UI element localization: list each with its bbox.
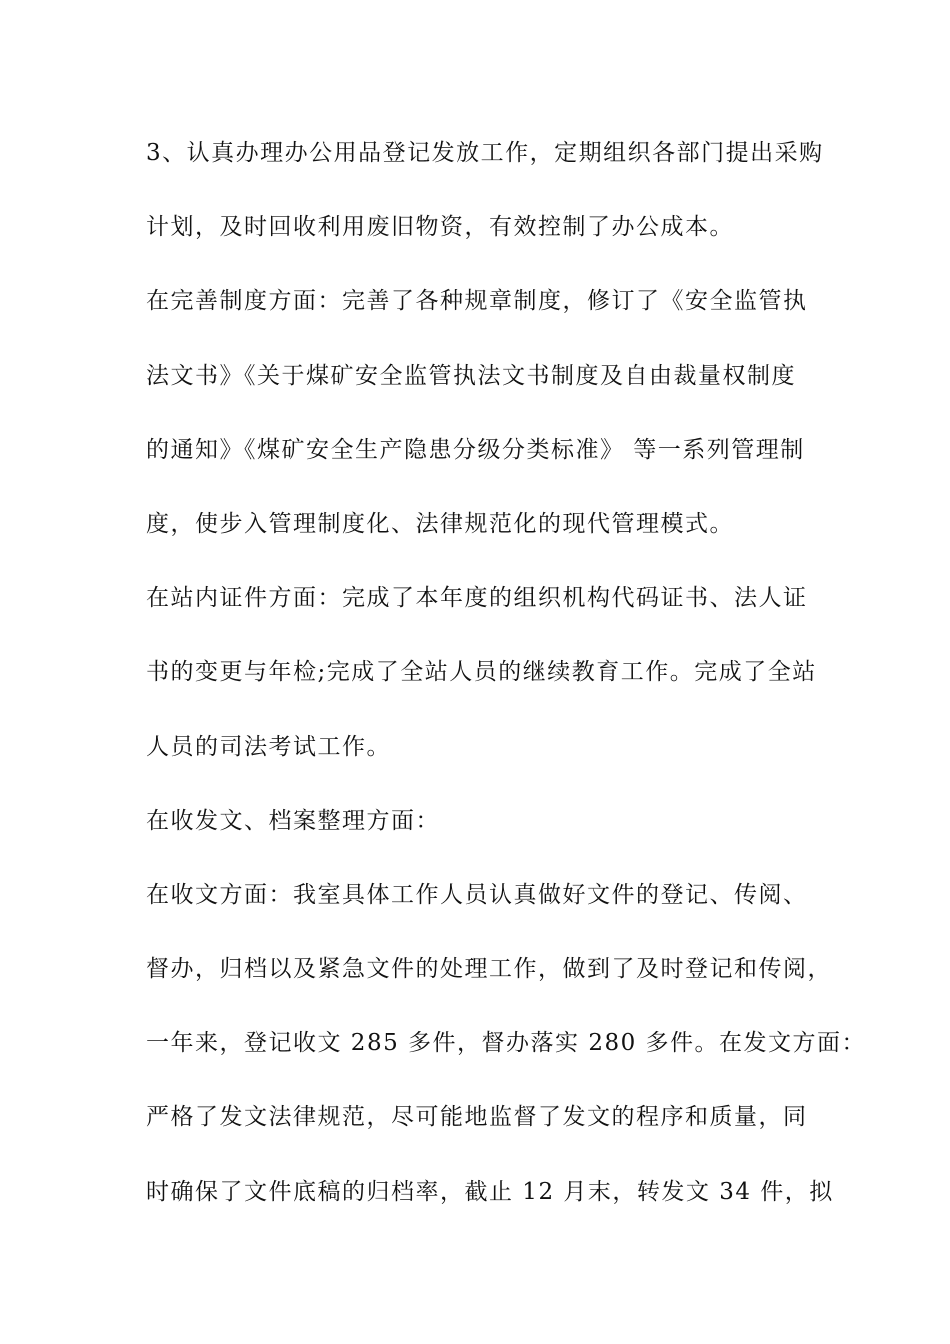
text-line: 度，使步入管理制度化、法律规范化的现代管理模式。 xyxy=(146,510,734,537)
text-line: 在完善制度方面：完善了各种规章制度，修订了《安全监管执 xyxy=(146,288,808,315)
body-text xyxy=(146,130,867,1243)
text-line: 3、认真办理办公用品登记发放工作，定期组织各部门提出采购 xyxy=(146,140,824,166)
text-line: 在收发文、档案整理方面： xyxy=(146,807,440,834)
text-line: 书的变更与年检;完成了全站人员的继续教育工作。完成了全站 xyxy=(146,659,817,686)
text-line: 严格了发文法律规范，尽可能地监督了发文的程序和质量，同 xyxy=(146,1104,808,1131)
text-line: 在站内证件方面：完成了本年度的组织机构代码证书、法人证 xyxy=(146,585,808,612)
text-line: 计划，及时回收利用废旧物资，有效控制了办公成本。 xyxy=(146,214,734,241)
text-line: 法文书》《关于煤矿安全监管执法文书制度及自由裁量权制度 xyxy=(146,362,796,389)
text-line: 在收文方面：我室具体工作人员认真做好文件的登记、传阅、 xyxy=(146,881,808,908)
text-line: 督办，归档以及紧急文件的处理工作，做到了及时登记和传阅， xyxy=(146,956,832,983)
text-line: 一年来，登记收文 285 多件，督办落实 280 多件。在发文方面： xyxy=(146,1030,867,1057)
text-line: 的通知》《煤矿安全生产隐患分级分类标准》 等一系列管理制 xyxy=(146,436,805,463)
text-line: 时确保了文件底稿的归档率，截止 12 月末，转发文 34 件，拟 xyxy=(146,1178,834,1205)
text-line: 人员的司法考试工作。 xyxy=(146,733,391,760)
